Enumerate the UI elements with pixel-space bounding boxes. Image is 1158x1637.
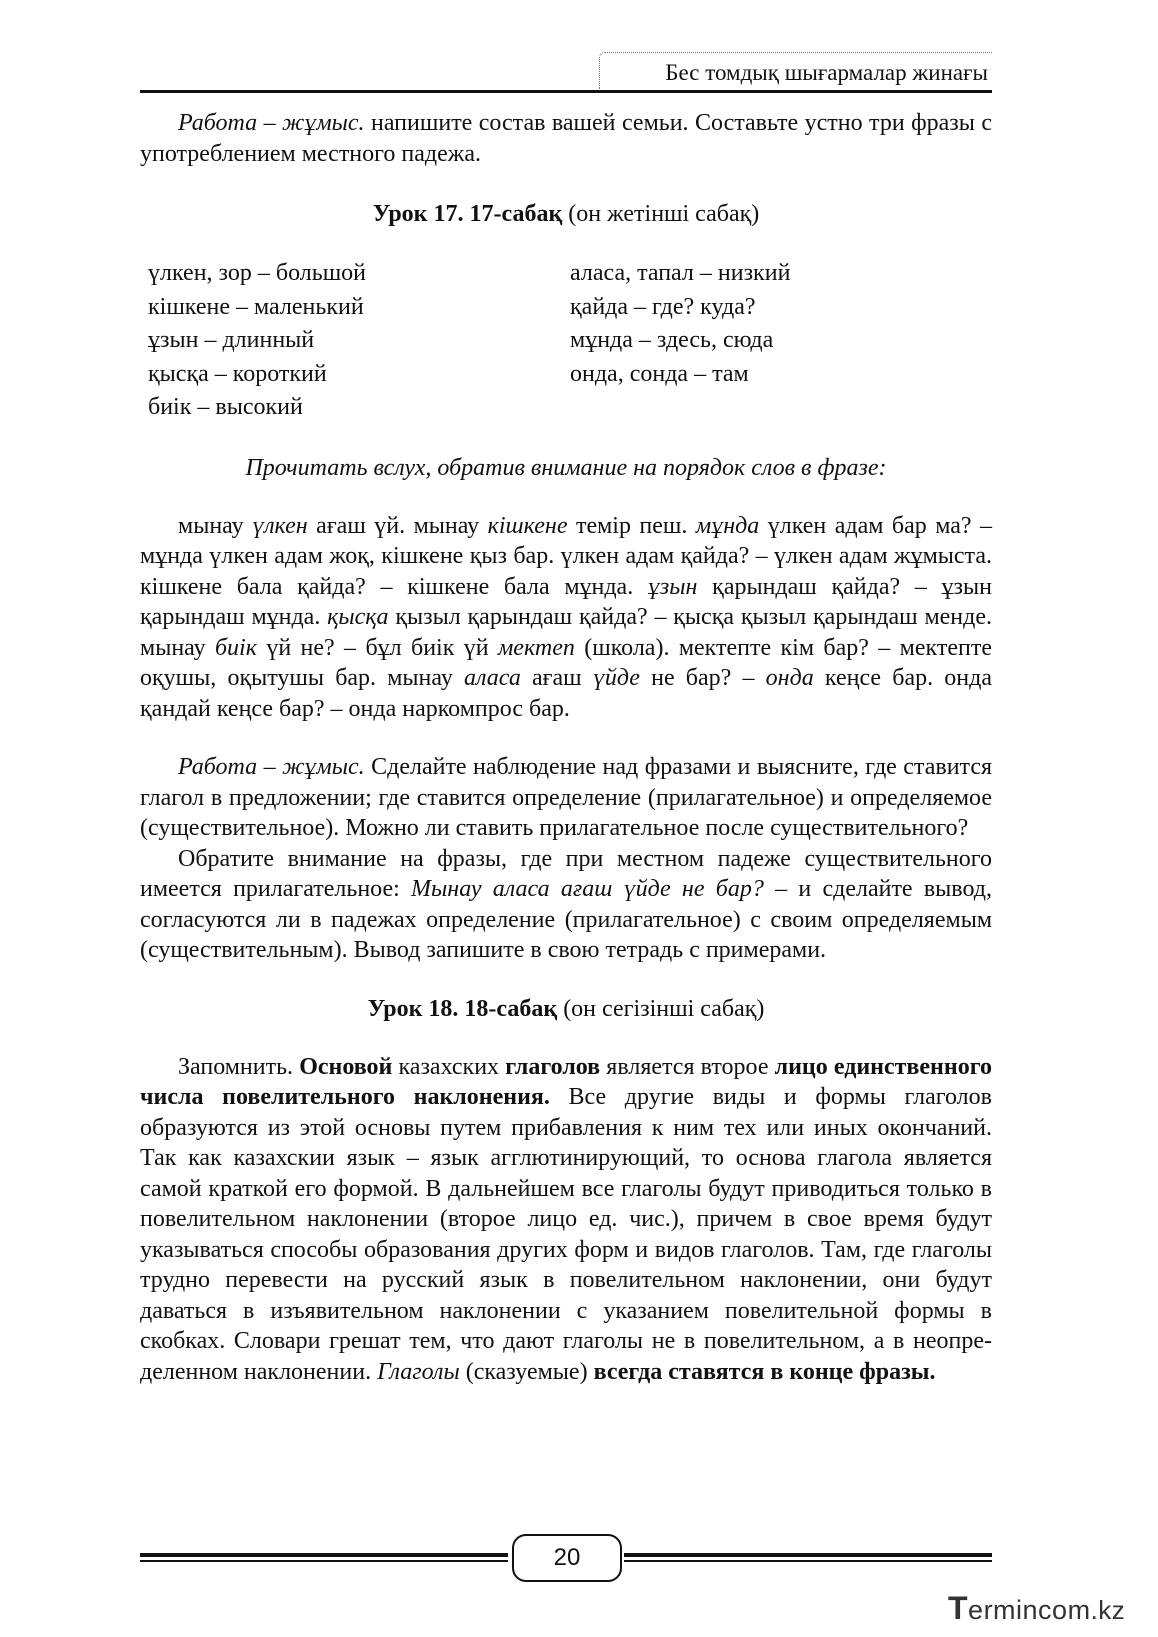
text-run: Запомнить. xyxy=(178,1053,300,1080)
italic-word: онда xyxy=(765,665,814,692)
work-label: Работа – жұмыс. xyxy=(178,754,365,781)
vocab-item: кішкене – маленький xyxy=(148,293,364,320)
vocab-item: ұзын – длинный xyxy=(148,327,315,354)
italic-example: Мынау аласа ағаш үйде не бар? xyxy=(411,876,764,903)
page-number: 20 xyxy=(512,1534,622,1582)
text-run: үлкен адам бар ма? – мұнда үлкен адам жоқ, кішкене қыз бар. үлкен адам қайда? – үлкен адам жұмыста. кішкене бала қайда? – кішкене бала мұнда. xyxy=(140,512,992,600)
lesson-18-title: Урок 18. 18-сабақ xyxy=(367,995,558,1022)
footer-rule-right xyxy=(624,1553,992,1557)
text-run: Обратите внимание на фразы, где при местном падеже существительного имеется прилагательное: xyxy=(140,845,992,903)
reading-instruction: Прочитать вслух, обратив внимание на порядок слов в фразе: xyxy=(245,454,887,481)
lesson-17-heading xyxy=(140,199,992,229)
lesson-18-heading xyxy=(140,994,992,1024)
italic-word: үлкен xyxy=(252,512,308,539)
vocab-item: биік – высокий xyxy=(148,394,303,421)
italic-word: кішкене xyxy=(487,512,568,539)
bold-term: глаголов xyxy=(505,1053,601,1080)
text-run: кеңсе бар. онда қандай кеңсе бар? – онда наркомпрос бар. xyxy=(140,665,992,722)
work-assignment-1 xyxy=(140,108,992,169)
italic-word: мұнда xyxy=(695,512,760,539)
italic-word: мектеп xyxy=(497,634,575,661)
header-title: Бес томдық шығармалар жинағы xyxy=(665,60,988,85)
text-run: (школа). мектепте кім бар? – мектепте оқушы, оқытушы бар. мынау xyxy=(140,634,992,692)
work-text: напишите состав вашей семьи. Составьте устно три фразы с употреблением местного падежа. xyxy=(140,110,993,167)
text-run: қызыл қарындаш қайда? – қысқа қызыл қарындаш менде. мынау xyxy=(140,604,992,661)
vocabulary-column-left xyxy=(148,257,570,425)
header-rule xyxy=(140,90,992,93)
text-run: является второе xyxy=(600,1053,775,1080)
text-run: ағаш үй. мынау xyxy=(307,512,488,539)
lesson-18-subtitle: (он сегізінші сабақ) xyxy=(557,995,765,1022)
bold-term: Основой xyxy=(299,1053,393,1080)
vocab-item: қайда – где? куда? xyxy=(570,293,756,320)
text-run: мынау xyxy=(178,512,253,539)
vocab-item: қысқа – короткий xyxy=(148,360,327,387)
bold-term: лицо единственного числа повелительного наклонения. xyxy=(140,1053,993,1111)
vocab-item: үлкен, зор – большой xyxy=(148,260,367,286)
text-run: (сказуемые) xyxy=(459,1358,594,1385)
italic-word: үйде xyxy=(592,665,640,692)
watermark-initial: T xyxy=(948,1590,969,1626)
attention-paragraph xyxy=(140,844,992,966)
bold-term: всегда ставятся в конце фразы. xyxy=(593,1358,936,1385)
lesson-17-title: Урок 17. 17-сабақ xyxy=(372,201,563,227)
italic-word: аласа xyxy=(464,665,521,692)
work-assignment-2 xyxy=(140,752,992,844)
lesson-17-subtitle: (он жетінші сабақ) xyxy=(562,201,760,227)
vocab-item: аласа, тапал – низкий xyxy=(570,260,791,286)
page-body xyxy=(140,108,992,1387)
remember-paragraph xyxy=(140,1052,992,1388)
italic-word: ұзын xyxy=(647,573,698,600)
text-run: қарындаш қайда? – ұзын қарындаш мұнда. xyxy=(140,573,993,631)
italic-word: биік xyxy=(214,634,257,661)
watermark-name: ermincom xyxy=(968,1595,1091,1625)
footer-rule-right-thin xyxy=(624,1560,992,1562)
text-run: темір пеш. xyxy=(567,512,696,539)
italic-term: Глаголы xyxy=(377,1358,460,1385)
work-label: Работа – жұмыс. xyxy=(178,110,365,136)
footer-rule-left xyxy=(140,1553,508,1557)
page-footer xyxy=(140,1534,992,1580)
text-run: не бар? – xyxy=(639,665,766,692)
vocab-item: мұнда – здесь, сюда xyxy=(570,327,774,354)
reading-passage xyxy=(140,511,992,725)
text-run: – и сделайте вывод, согласуются ли в падежах определение (прилагательное) с своим определяемым (существительным). Вывод запишите в свою тетрадь с примерами. xyxy=(140,876,992,964)
work-text: Сделайте наблюдение над фразами и выясните, где ставится глагол в предложении; где ставится определение (прилагательное) и определяемое (существительное). Можно ли ставить прилагательное после существительного? xyxy=(140,754,993,842)
watermark-domain: .kz xyxy=(1090,1595,1126,1625)
vocab-item: онда, сонда – там xyxy=(570,360,749,387)
site-watermark xyxy=(948,1590,1126,1626)
vocabulary-column-right xyxy=(570,257,992,425)
italic-word: қысқа xyxy=(327,604,389,631)
running-header xyxy=(140,52,992,92)
text-run: Все другие виды и формы глаголов образуются из этой основы путем прибавления к ним тех или иных окончаний. Так как казахскии язык – язык агглютинирующий, то основа глагола является самой краткой его формой. В дальнейшем все глаголы будут приводиться только в повелительном наклонении (второе лицо ед. чис.), причем в свое время будут указываться способы образования других форм и видов глаголов. Там, где глаголы трудно перевести на русский язык в повелительном наклонении, они будут даваться в изъявительном наклонении с указанием повелительной формы в скобках. Словари грешат тем, что дают глаголы не в повелительном, а в неопределенном наклонении. xyxy=(140,1084,992,1385)
text-run: ағаш xyxy=(520,665,593,692)
vocabulary-list xyxy=(140,257,992,425)
footer-rule-left-thin xyxy=(140,1560,508,1562)
text-run: үй не? – бұл биік үй xyxy=(256,634,498,661)
text-run: казахских xyxy=(392,1053,506,1080)
